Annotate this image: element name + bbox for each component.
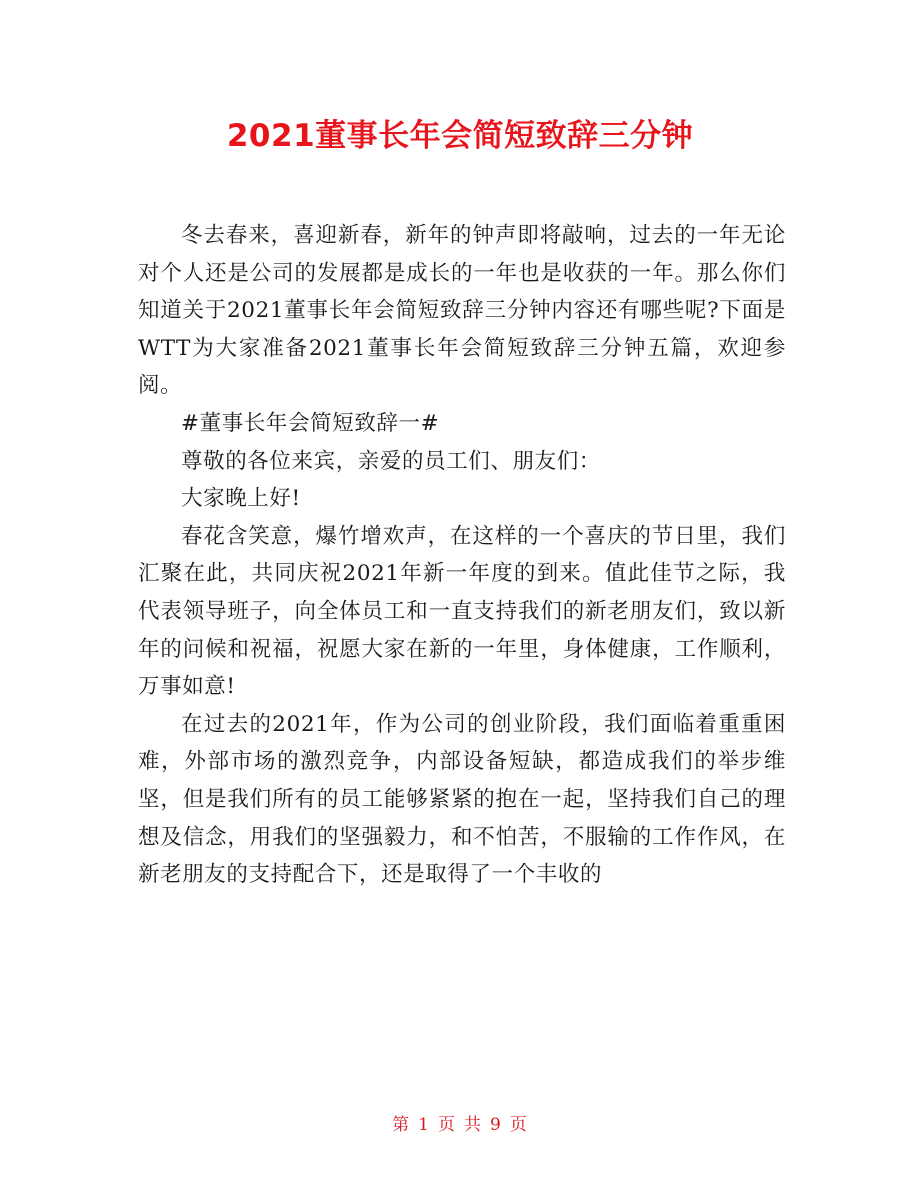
footer-total-pages: 9 <box>490 1115 502 1135</box>
paragraph-intro: 冬去春来，喜迎新春，新年的钟声即将敲响，过去的一年无论对个人还是公司的发展都是成长的一年也是收获的一年。那么你们知道关于2021董事长年会简短致辞三分钟内容还有哪些呢?下面是WTT为大家准备2021董事长年会简短致辞三分钟五篇，欢迎参阅。 <box>138 223 786 399</box>
page-number-footer <box>0 1113 920 1137</box>
paragraph-blessing: 春花含笑意，爆竹增欢声，在这样的一个喜庆的节日里，我们汇聚在此，共同庆祝2021年新一年度的到来。值此佳节之际，我代表领导班子，向全体员工和一直支持我们的新老朋友们，致以新年的问候和祝福，祝愿大家在新的一年里，身体健康，工作顺利，万事如意! <box>138 523 786 700</box>
footer-current-page: 1 <box>418 1115 430 1135</box>
footer-label-ye: 页 <box>438 1115 456 1135</box>
paragraph-salutation: 尊敬的各位来宾，亲爱的员工们、朋友们： <box>181 448 601 474</box>
footer-label-ye2: 页 <box>509 1115 528 1135</box>
footer-label-gong: 共 <box>464 1115 482 1135</box>
footer-label-di: 第 <box>392 1115 411 1135</box>
document-body <box>138 217 786 894</box>
paragraph-section-heading: #董事长年会简短致辞一# <box>181 410 440 436</box>
paragraph-review: 在过去的2021年，作为公司的创业阶段，我们面临着重重困难，外部市场的激烈竞争，内部设备短缺，都造成我们的举步维坚，但是我们所有的员工能够紧紧的抱在一起，坚持我们自己的理想及信念，用我们的坚强毅力，和不怕苦，不服输的工作作风，在新老朋友的支持配合下，还是取得了一个丰收的 <box>138 711 786 888</box>
document-title: 2021董事长年会简短致辞三分钟 <box>226 118 694 154</box>
paragraph-greeting: 大家晚上好! <box>181 486 301 512</box>
